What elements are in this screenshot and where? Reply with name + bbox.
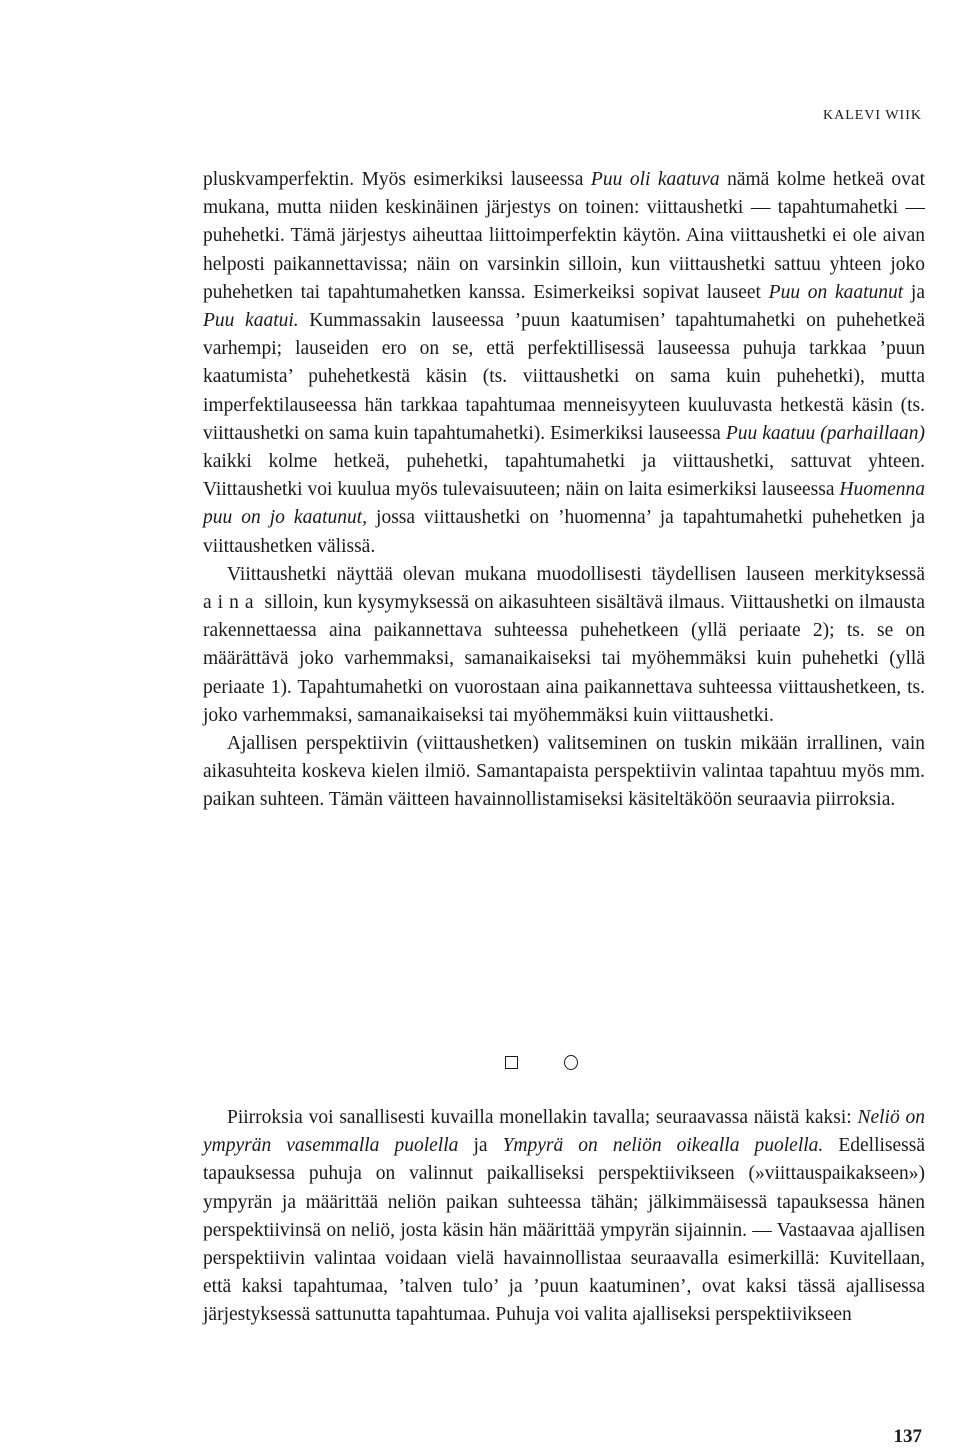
italic-example: Puu kaatui. <box>203 310 299 332</box>
square-icon <box>505 1056 518 1069</box>
italic-example: Neliö on ympyrän vasemmalla puolella <box>203 1107 925 1157</box>
paragraph-3 <box>203 730 925 815</box>
page-number: 137 <box>893 1426 922 1447</box>
text-run: kaikki kolme hetkeä, puhehetki, tapahtumahetki ja viittaushetki, sattuvat yhteen. Viittaushetki voi kuulua myös tulevaisuuteen; näin on laita esimerkiksi lauseessa <box>203 451 925 501</box>
circle-icon <box>564 1055 578 1070</box>
running-head: KALEVI WIIK <box>823 108 922 123</box>
spaced-emphasis: aina <box>203 592 260 614</box>
figure-square-circle <box>0 1056 960 1076</box>
text-run: Ajallisen perspektiivin (viittaushetken) valitseminen on tuskin mikään irrallinen, vain aikasuhteita koskeva kielen ilmiö. Samantapaista perspektiivin valintaa tapahtuu myös mm. paikan suhteen. Tämän väitteen havainnollistamiseksi käsiteltäköön seuraavia piirroksia. <box>203 733 925 811</box>
paragraph-1 <box>203 166 925 561</box>
italic-example: Huomenna puu on jo kaatunut, <box>203 479 925 529</box>
text-run: Viittaushetki näyttää olevan mukana muodollisesti täydellisen lauseen merkityksessä <box>227 563 925 585</box>
body-text-bottom <box>203 1104 925 1330</box>
text-run: silloin, kun kysymyksessä on aikasuhteen sisältävä ilmaus. Viittaushetki on ilmausta rakennettaessa aina paikannettava suhteessa puhehetkeen (yllä periaate 2); ts. se on määrättävä joko varhemmaksi, samanaikaiseksi tai myöhemmäksi kuin puhehetki (yllä periaate 1). Tapahtumahetki on vuorostaan aina paikannettava suhteessa viittaushetkeen, ts. joko varhemmaksi, samanaikaiseksi tai myöhemmäksi kuin viittaushetki. <box>203 592 925 726</box>
text-run: Edellisessä tapauksessa puhuja on valinnut paikalliseksi perspektiivikseen (»viittauspaikakseen») ympyrän ja määrittää neliön paikan suhteessa tähän; jälkimmäisessä tapauksessa hänen perspektiivinsä on neliö, josta käsin hän määrittää ympyrän sijainnin. — Vastaavaa ajallisen perspektiivin valintaa voidaan vielä havainnollistaa seuraavalla esimerkillä: Kuvitellaan, että kaksi tapahtumaa, ’talven tulo’ ja ’puun kaatuminen’, ovat kaksi tässä ajallisessa järjestyksessä sattunutta tapahtumaa. Puhuja voi valita ajalliseksi perspektiivikseen <box>203 1135 925 1326</box>
text-run: pluskvamperfektin. Myös esimerkiksi lauseessa <box>203 169 591 190</box>
italic-example: Puu on kaatunut <box>768 281 904 303</box>
paragraph-4 <box>203 1104 925 1330</box>
body-text-top <box>203 166 925 815</box>
text-run: jossa viittaushetki on ’huomenna’ ja tapahtumahetki puhehetken ja viittaushetken välissä. <box>203 507 925 557</box>
text-run: ja <box>458 1135 503 1157</box>
paragraph-2 <box>203 561 925 730</box>
italic-example: Puu oli kaatuva <box>590 169 720 190</box>
text-run: Piirroksia voi sanallisesti kuvailla monellakin tavalla; seuraavassa näistä kaksi: <box>227 1107 858 1128</box>
text-run: Kummassakin lauseessa ’puun kaatumisen’ tapahtumahetki on puhehetkeä varhempi; lauseiden ero on se, että perfektillisessä lauseessa puhuja tarkkaa ’puun kaatumista’ puhehetkestä käsin (ts. viittaushetki on sama kuin puhehetki), mutta imperfektilauseessa hän tarkkaa tapahtumaa menneisyyteen kuuluvasta hetkestä käsin (ts. viittaushetki on sama kuin tapahtumahetki). Esimerkiksi lauseessa <box>203 310 925 444</box>
text-run: ja <box>903 281 925 303</box>
italic-example: Ympyrä on neliön oikealla puolella. <box>502 1135 824 1157</box>
italic-example: Puu kaatuu (parhaillaan) <box>725 422 925 444</box>
text-run: nämä kolme hetkeä ovat mukana, mutta niiden keskinäinen järjestys on toinen: viittaushetki — tapahtumahetki — puhehetki. Tämä järjestys aiheuttaa liittoimperfektin käytön. Aina viittaushetki ei ole aivan helposti paikannettavissa; näin on varsinkin silloin, kun viittaushetki sattuu yhteen joko puhehetken tai tapahtumahetken kanssa. Esimerkeiksi sopivat lauseet <box>203 169 925 303</box>
